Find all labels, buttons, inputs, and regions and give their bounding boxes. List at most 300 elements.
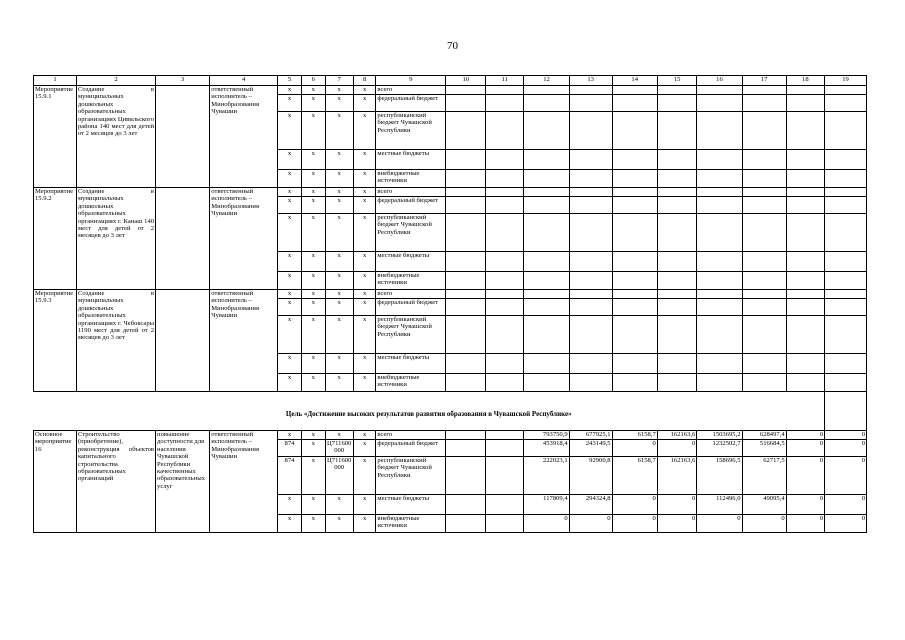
amount-cell <box>446 86 486 95</box>
amount-cell <box>697 374 742 392</box>
goal-row <box>34 392 867 431</box>
amount-cell <box>446 374 486 392</box>
code-cell: x <box>301 431 325 440</box>
event-description: Создание в муниципальных дошкольных образовательных организациях г. Чебоксары 1190 мест для детей от 2 месяцев до 3 лет <box>76 290 155 392</box>
code-cell: x <box>353 272 376 290</box>
amount-cell <box>612 170 657 188</box>
amount-cell <box>524 299 569 316</box>
amount-cell <box>657 354 697 374</box>
event-executor: ответственный исполнитель – Минобразования Чувашии <box>210 290 278 392</box>
amount-cell <box>569 86 612 95</box>
amount-cell <box>657 290 697 299</box>
amount-cell <box>569 290 612 299</box>
code-cell: x <box>353 112 376 150</box>
amount-cell: 0 <box>612 440 657 457</box>
amount-cell <box>612 374 657 392</box>
amount-cell <box>486 290 524 299</box>
amount-cell <box>569 197 612 214</box>
amount-cell <box>786 170 824 188</box>
amount-cell <box>825 95 867 112</box>
amount-cell: 112496,0 <box>697 495 742 515</box>
amount-cell: 243149,5 <box>569 440 612 457</box>
code-cell: x <box>325 197 353 214</box>
code-cell: x <box>353 440 376 457</box>
amount-cell <box>742 290 786 299</box>
amount-cell <box>569 112 612 150</box>
amount-cell <box>657 170 697 188</box>
event-goal: повышение доступности для населения Чувашской Республики качественных образовательных услуг <box>156 431 210 533</box>
event-goal <box>156 86 210 188</box>
code-cell: x <box>353 299 376 316</box>
amount-cell <box>446 299 486 316</box>
amount-cell <box>486 495 524 515</box>
amount-cell <box>825 188 867 197</box>
amount-cell <box>742 252 786 272</box>
funding-source: федеральный бюджет <box>376 299 446 316</box>
amount-cell <box>657 214 697 252</box>
amount-cell <box>524 150 569 170</box>
code-cell: x <box>325 95 353 112</box>
code-cell: x <box>278 290 302 299</box>
amount-cell <box>446 170 486 188</box>
main-event-row <box>34 431 867 440</box>
amount-cell: 0 <box>825 495 867 515</box>
amount-cell <box>786 112 824 150</box>
amount-cell: 162163,6 <box>657 431 697 440</box>
funding-source: внебюджетные источники <box>376 170 446 188</box>
code-cell: x <box>353 197 376 214</box>
funding-source: внебюджетные источники <box>376 374 446 392</box>
amount-cell: 6158,7 <box>612 457 657 495</box>
code-cell: x <box>278 374 302 392</box>
amount-cell <box>697 299 742 316</box>
amount-cell <box>446 197 486 214</box>
code-cell: x <box>301 290 325 299</box>
amount-cell <box>786 188 824 197</box>
code-cell: x <box>278 188 302 197</box>
amount-cell <box>786 95 824 112</box>
amount-cell <box>697 95 742 112</box>
amount-cell: 49095,4 <box>742 495 786 515</box>
amount-cell <box>742 354 786 374</box>
amount-cell <box>742 374 786 392</box>
amount-cell <box>612 316 657 354</box>
funding-source: республиканский бюджет Чувашской Республики <box>376 457 446 495</box>
amount-cell <box>446 188 486 197</box>
activity-row <box>34 188 867 197</box>
amount-cell: 0 <box>786 431 824 440</box>
event-description: Создание в муниципальных дошкольных образовательных организациях г. Канаш 140 мест для детей от 2 месяцев до 3 лет <box>76 188 155 290</box>
amount-cell <box>657 316 697 354</box>
amount-cell <box>697 252 742 272</box>
amount-cell: 0 <box>825 431 867 440</box>
amount-cell <box>524 272 569 290</box>
amount-cell <box>786 214 824 252</box>
amount-cell: 0 <box>657 495 697 515</box>
amount-cell <box>612 95 657 112</box>
amount-cell: 1503695,2 <box>697 431 742 440</box>
code-cell: x <box>278 299 302 316</box>
amount-cell <box>612 112 657 150</box>
amount-cell <box>486 299 524 316</box>
code-cell: x <box>325 515 353 533</box>
amount-cell <box>486 272 524 290</box>
column-header: 10 <box>446 76 486 86</box>
code-cell: x <box>301 354 325 374</box>
amount-cell <box>569 374 612 392</box>
amount-cell: 0 <box>742 515 786 533</box>
code-cell: x <box>301 150 325 170</box>
funding-source: местные бюджеты <box>376 150 446 170</box>
column-header: 17 <box>742 76 786 86</box>
amount-cell: 162163,6 <box>657 457 697 495</box>
amount-cell <box>524 316 569 354</box>
amount-cell: 0 <box>524 515 569 533</box>
amount-cell <box>742 197 786 214</box>
amount-cell <box>825 86 867 95</box>
amount-cell <box>446 214 486 252</box>
amount-cell <box>657 299 697 316</box>
amount-cell: 0 <box>786 515 824 533</box>
amount-cell <box>742 95 786 112</box>
amount-cell <box>742 316 786 354</box>
column-header: 11 <box>486 76 524 86</box>
amount-cell <box>742 170 786 188</box>
event-executor: ответственный исполнитель – Минобразования Чувашии <box>210 86 278 188</box>
amount-cell <box>446 252 486 272</box>
code-cell: x <box>301 440 325 457</box>
code-cell: x <box>325 170 353 188</box>
amount-cell <box>742 214 786 252</box>
code-cell: x <box>325 495 353 515</box>
amount-cell <box>697 86 742 95</box>
code-cell: x <box>325 272 353 290</box>
amount-cell <box>524 374 569 392</box>
code-cell: x <box>353 170 376 188</box>
amount-cell <box>486 197 524 214</box>
code-cell: x <box>301 86 325 95</box>
column-header: 3 <box>156 76 210 86</box>
amount-cell <box>657 150 697 170</box>
page-number: 70 <box>447 40 458 52</box>
amount-cell <box>446 515 486 533</box>
column-header: 1 <box>34 76 77 86</box>
funding-source: местные бюджеты <box>376 252 446 272</box>
funding-source: всего <box>376 431 446 440</box>
amount-cell <box>825 290 867 299</box>
amount-cell: 0 <box>786 495 824 515</box>
amount-cell <box>612 188 657 197</box>
amount-cell <box>697 197 742 214</box>
amount-cell: 0 <box>825 515 867 533</box>
code-cell: x <box>301 272 325 290</box>
event-description: Создание в муниципальных дошкольных образовательных организациях Цивильского района 140 мест для детей от 2 месяцев до 3 лет <box>76 86 155 188</box>
amount-cell <box>486 214 524 252</box>
amount-cell <box>825 316 867 354</box>
amount-cell <box>524 95 569 112</box>
funding-source: внебюджетные источники <box>376 272 446 290</box>
amount-cell <box>657 252 697 272</box>
code-cell: x <box>278 150 302 170</box>
amount-cell: 92900,8 <box>569 457 612 495</box>
amount-cell: 793750,9 <box>524 431 569 440</box>
event-description: Строительство (приобретение), реконструкция объектов капитального строительства образовательных организаций <box>76 431 155 533</box>
code-cell: x <box>325 431 353 440</box>
amount-cell: 0 <box>612 515 657 533</box>
code-cell: x <box>325 86 353 95</box>
amount-cell <box>524 188 569 197</box>
amount-cell <box>786 150 824 170</box>
amount-cell: 0 <box>657 440 697 457</box>
amount-cell <box>486 354 524 374</box>
amount-cell <box>486 374 524 392</box>
amount-cell: 0 <box>612 495 657 515</box>
amount-cell <box>612 299 657 316</box>
amount-cell <box>786 197 824 214</box>
event-goal <box>156 188 210 290</box>
funding-source: республиканский бюджет Чувашской Республики <box>376 112 446 150</box>
code-cell: x <box>325 214 353 252</box>
amount-cell <box>446 431 486 440</box>
code-cell: x <box>278 95 302 112</box>
code-cell: x <box>301 188 325 197</box>
amount-cell <box>569 188 612 197</box>
amount-cell <box>446 112 486 150</box>
code-cell: x <box>301 214 325 252</box>
code-cell: 874 <box>278 457 302 495</box>
amount-cell <box>569 150 612 170</box>
column-header: 8 <box>353 76 376 86</box>
code-cell: x <box>301 457 325 495</box>
amount-cell <box>697 112 742 150</box>
amount-cell <box>446 354 486 374</box>
amount-cell <box>486 316 524 354</box>
amount-cell <box>742 112 786 150</box>
amount-cell: 294324,8 <box>569 495 612 515</box>
code-cell: x <box>278 197 302 214</box>
amount-cell <box>486 431 524 440</box>
activity-row <box>34 86 867 95</box>
amount-cell <box>657 374 697 392</box>
amount-cell <box>612 150 657 170</box>
amount-cell <box>486 188 524 197</box>
event-executor: ответственный исполнитель – Минобразования Чувашии <box>210 188 278 290</box>
code-cell: x <box>353 86 376 95</box>
amount-cell <box>786 290 824 299</box>
amount-cell <box>446 440 486 457</box>
column-header: 6 <box>301 76 325 86</box>
amount-cell <box>697 316 742 354</box>
code-cell: x <box>278 252 302 272</box>
amount-cell <box>446 150 486 170</box>
amount-cell <box>825 150 867 170</box>
code-cell: x <box>278 86 302 95</box>
amount-cell <box>825 170 867 188</box>
code-cell: x <box>353 457 376 495</box>
funding-source: местные бюджеты <box>376 354 446 374</box>
funding-source: всего <box>376 86 446 95</box>
amount-cell <box>524 290 569 299</box>
amount-cell <box>825 112 867 150</box>
amount-cell <box>825 374 867 392</box>
column-header: 12 <box>524 76 569 86</box>
code-cell: x <box>301 495 325 515</box>
code-cell: 874 <box>278 440 302 457</box>
funding-source: республиканский бюджет Чувашской Республики <box>376 214 446 252</box>
amount-cell <box>612 214 657 252</box>
amount-cell <box>524 252 569 272</box>
amount-cell <box>486 440 524 457</box>
amount-cell <box>742 150 786 170</box>
amount-cell <box>786 374 824 392</box>
code-cell: x <box>353 316 376 354</box>
code-cell: x <box>278 354 302 374</box>
amount-cell <box>569 299 612 316</box>
amount-cell <box>786 354 824 374</box>
column-header-row <box>34 76 867 86</box>
amount-cell <box>825 354 867 374</box>
funding-source: федеральный бюджет <box>376 95 446 112</box>
amount-cell <box>524 214 569 252</box>
code-cell: x <box>301 252 325 272</box>
code-cell: x <box>325 150 353 170</box>
amount-cell <box>486 252 524 272</box>
event-id: Мероприятие 15.9.3 <box>34 290 77 392</box>
code-cell: x <box>301 316 325 354</box>
column-header: 19 <box>825 76 867 86</box>
event-id: Основное мероприятие 16 <box>34 431 77 533</box>
code-cell: x <box>353 214 376 252</box>
amount-cell <box>524 354 569 374</box>
amount-cell: 117809,4 <box>524 495 569 515</box>
column-header: 5 <box>278 76 302 86</box>
amount-cell <box>786 316 824 354</box>
funding-source: федеральный бюджет <box>376 197 446 214</box>
amount-cell <box>486 515 524 533</box>
amount-cell <box>697 272 742 290</box>
amount-cell <box>569 252 612 272</box>
amount-cell <box>786 252 824 272</box>
amount-cell <box>697 188 742 197</box>
amount-cell <box>697 150 742 170</box>
goal-title: Цель «Достижение высоких результатов развития образования в Чувашской Республике» <box>34 392 825 431</box>
amount-cell <box>612 272 657 290</box>
code-cell: x <box>325 112 353 150</box>
amount-cell: 677925,1 <box>569 431 612 440</box>
code-cell: x <box>325 354 353 374</box>
amount-cell <box>742 272 786 290</box>
code-cell: x <box>353 515 376 533</box>
amount-cell <box>446 457 486 495</box>
amount-cell <box>569 214 612 252</box>
amount-cell <box>446 495 486 515</box>
amount-cell <box>569 354 612 374</box>
code-cell: x <box>301 515 325 533</box>
amount-cell <box>569 316 612 354</box>
funding-source: всего <box>376 188 446 197</box>
column-header: 9 <box>376 76 446 86</box>
activity-row <box>34 290 867 299</box>
amount-cell: 0 <box>569 515 612 533</box>
amount-cell <box>524 112 569 150</box>
amount-cell: 0 <box>697 515 742 533</box>
column-header: 14 <box>612 76 657 86</box>
code-cell: x <box>353 290 376 299</box>
amount-cell <box>569 272 612 290</box>
funding-source: республиканский бюджет Чувашской Республики <box>376 316 446 354</box>
amount-cell <box>742 188 786 197</box>
amount-cell <box>697 290 742 299</box>
code-cell: x <box>325 252 353 272</box>
code-cell: x <box>301 170 325 188</box>
code-cell: x <box>278 272 302 290</box>
amount-cell <box>486 170 524 188</box>
amount-cell <box>697 170 742 188</box>
code-cell: x <box>278 214 302 252</box>
amount-cell <box>786 299 824 316</box>
code-cell: x <box>278 515 302 533</box>
funding-source: местные бюджеты <box>376 495 446 515</box>
amount-cell <box>524 170 569 188</box>
column-header: 18 <box>786 76 824 86</box>
code-cell: x <box>301 374 325 392</box>
amount-cell: 1232502,7 <box>697 440 742 457</box>
code-cell: x <box>301 299 325 316</box>
amount-cell: 628497,4 <box>742 431 786 440</box>
amount-cell <box>486 150 524 170</box>
amount-cell <box>825 252 867 272</box>
funding-source: внебюджетные источники <box>376 515 446 533</box>
amount-cell: 222023,1 <box>524 457 569 495</box>
amount-cell: 0 <box>825 457 867 495</box>
code-cell: x <box>353 150 376 170</box>
code-cell: x <box>301 95 325 112</box>
code-cell: x <box>353 354 376 374</box>
code-cell: x <box>301 112 325 150</box>
amount-cell <box>697 354 742 374</box>
amount-cell: 0 <box>825 440 867 457</box>
amount-cell <box>569 95 612 112</box>
code-cell: x <box>325 188 353 197</box>
code-cell: x <box>353 495 376 515</box>
amount-cell <box>825 197 867 214</box>
amount-cell: 158696,5 <box>697 457 742 495</box>
column-header: 15 <box>657 76 697 86</box>
amount-cell <box>612 252 657 272</box>
amount-cell: 0 <box>786 440 824 457</box>
code-cell: x <box>301 197 325 214</box>
code-cell: Ц711600000 <box>325 457 353 495</box>
column-header: 16 <box>697 76 742 86</box>
code-cell: x <box>278 112 302 150</box>
amount-cell <box>825 299 867 316</box>
amount-cell <box>657 95 697 112</box>
amount-cell: 516684,5 <box>742 440 786 457</box>
code-cell: Ц711600000 <box>325 440 353 457</box>
event-goal <box>156 290 210 392</box>
amount-cell <box>742 299 786 316</box>
amount-cell <box>446 290 486 299</box>
amount-cell <box>524 86 569 95</box>
amount-cell: 0 <box>786 457 824 495</box>
amount-cell <box>612 197 657 214</box>
amount-cell <box>825 272 867 290</box>
code-cell: x <box>325 374 353 392</box>
event-id: Мероприятие 15.9.2 <box>34 188 77 290</box>
amount-cell <box>742 86 786 95</box>
amount-cell <box>446 95 486 112</box>
amount-cell <box>612 354 657 374</box>
